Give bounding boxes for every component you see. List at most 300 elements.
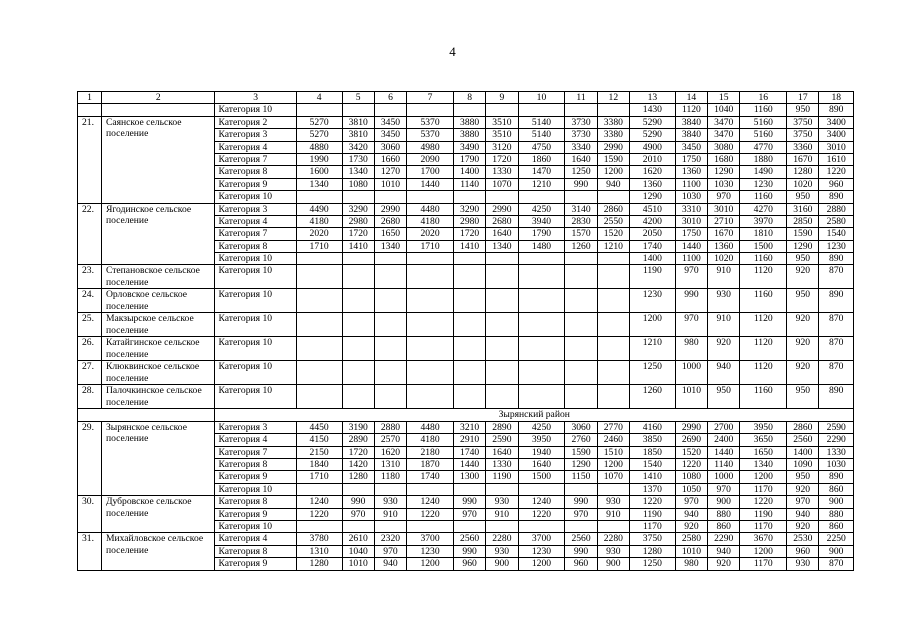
value-cell (374, 253, 406, 265)
value-cell: 1270 (374, 166, 406, 178)
value-cell: 1070 (597, 471, 629, 483)
value-cell: 1280 (342, 471, 374, 483)
value-cell: 1710 (407, 240, 454, 252)
category-cell: Категория 4 (215, 215, 296, 227)
value-cell: 1280 (787, 166, 819, 178)
district-label: Зырянский район (215, 409, 854, 421)
value-cell: 1870 (407, 459, 454, 471)
value-cell: 1080 (675, 471, 707, 483)
value-cell: 1500 (518, 471, 565, 483)
value-cell: 2710 (708, 215, 740, 227)
value-cell: 1680 (708, 153, 740, 165)
value-cell: 1880 (740, 153, 787, 165)
value-cell: 3290 (342, 203, 374, 215)
value-cell (453, 191, 485, 203)
value-cell: 1050 (675, 483, 707, 495)
value-cell: 1540 (819, 228, 854, 240)
value-cell (374, 313, 406, 337)
value-cell: 1180 (374, 471, 406, 483)
value-cell: 1860 (518, 153, 565, 165)
value-cell: 3060 (565, 421, 597, 433)
value-cell (486, 253, 518, 265)
value-cell: 3850 (629, 434, 675, 446)
value-cell: 990 (342, 496, 374, 508)
value-cell: 1670 (787, 153, 819, 165)
page-number: 4 (449, 44, 456, 59)
value-cell: 3470 (708, 116, 740, 128)
value-cell: 1590 (787, 228, 819, 240)
value-cell (374, 337, 406, 361)
value-cell (453, 520, 485, 532)
value-cell: 1640 (486, 446, 518, 458)
value-cell: 890 (819, 104, 854, 116)
value-cell: 3730 (565, 116, 597, 128)
value-cell: 3380 (597, 116, 629, 128)
row-number: 23. (78, 265, 102, 289)
value-cell (407, 520, 454, 532)
column-header: 4 (296, 92, 342, 104)
value-cell (296, 520, 342, 532)
tariff-table (77, 91, 854, 571)
value-cell: 1160 (740, 104, 787, 116)
value-cell (453, 361, 485, 385)
value-cell: 2250 (819, 533, 854, 545)
value-cell: 860 (708, 520, 740, 532)
value-cell: 950 (787, 253, 819, 265)
value-cell: 1740 (453, 446, 485, 458)
value-cell: 1330 (486, 459, 518, 471)
value-cell: 1290 (565, 459, 597, 471)
value-cell: 930 (486, 496, 518, 508)
value-cell: 4250 (518, 421, 565, 433)
value-cell: 1640 (518, 459, 565, 471)
row-number: 25. (78, 313, 102, 337)
value-cell (374, 520, 406, 532)
value-cell: 1750 (675, 153, 707, 165)
value-cell (342, 385, 374, 409)
value-cell (374, 104, 406, 116)
column-header: 11 (565, 92, 597, 104)
value-cell (453, 289, 485, 313)
value-cell: 2590 (486, 434, 518, 446)
column-header: 12 (597, 92, 629, 104)
value-cell (565, 313, 597, 337)
value-cell: 970 (453, 508, 485, 520)
value-cell: 1120 (740, 313, 787, 337)
value-cell: 5290 (629, 129, 675, 141)
table-row (78, 385, 854, 409)
value-cell: 1340 (296, 178, 342, 190)
value-cell: 1030 (819, 459, 854, 471)
value-cell: 2860 (787, 421, 819, 433)
value-cell: 1490 (740, 166, 787, 178)
value-cell (407, 313, 454, 337)
column-header: 13 (629, 92, 675, 104)
value-cell: 960 (453, 558, 485, 570)
column-header: 3 (215, 92, 296, 104)
value-cell: 1100 (675, 253, 707, 265)
value-cell (374, 289, 406, 313)
value-cell: 1010 (675, 545, 707, 557)
value-cell: 970 (374, 545, 406, 557)
value-cell: 3510 (486, 129, 518, 141)
value-cell: 2580 (819, 215, 854, 227)
value-cell (565, 289, 597, 313)
column-header: 18 (819, 92, 854, 104)
value-cell: 1750 (675, 228, 707, 240)
value-cell: 890 (819, 253, 854, 265)
category-cell: Категория 7 (215, 153, 296, 165)
value-cell (407, 104, 454, 116)
value-cell (597, 104, 629, 116)
value-cell: 910 (708, 265, 740, 289)
settlement-name: Ягодинское сельское поселение (101, 203, 215, 265)
value-cell: 1440 (453, 459, 485, 471)
value-cell (374, 191, 406, 203)
value-cell (486, 265, 518, 289)
value-cell: 1170 (740, 483, 787, 495)
value-cell: 2590 (819, 421, 854, 433)
value-cell: 920 (675, 520, 707, 532)
value-cell: 1840 (296, 459, 342, 471)
empty-cell (101, 104, 215, 116)
value-cell (407, 265, 454, 289)
value-cell: 930 (486, 545, 518, 557)
value-cell: 2990 (486, 203, 518, 215)
value-cell: 930 (597, 496, 629, 508)
value-cell: 1740 (407, 471, 454, 483)
value-cell: 2550 (597, 215, 629, 227)
value-cell (296, 265, 342, 289)
value-cell: 950 (787, 471, 819, 483)
value-cell: 1340 (486, 240, 518, 252)
value-cell (407, 385, 454, 409)
value-cell: 1150 (565, 471, 597, 483)
value-cell: 2980 (453, 215, 485, 227)
settlement-name: Дубровское сельское поселение (101, 496, 215, 533)
value-cell (565, 385, 597, 409)
value-cell: 1520 (597, 228, 629, 240)
value-cell: 1220 (629, 496, 675, 508)
value-cell: 1030 (708, 178, 740, 190)
value-cell: 5140 (518, 116, 565, 128)
value-cell: 1140 (453, 178, 485, 190)
value-cell: 940 (597, 178, 629, 190)
value-cell (597, 385, 629, 409)
value-cell: 1620 (629, 166, 675, 178)
value-cell (518, 361, 565, 385)
value-cell (565, 104, 597, 116)
value-cell: 3810 (342, 116, 374, 128)
value-cell: 910 (374, 508, 406, 520)
value-cell: 1850 (629, 446, 675, 458)
value-cell: 990 (565, 178, 597, 190)
value-cell: 870 (819, 265, 854, 289)
value-cell (407, 253, 454, 265)
value-cell: 1090 (787, 459, 819, 471)
value-cell: 920 (787, 483, 819, 495)
value-cell: 3190 (342, 421, 374, 433)
value-cell: 900 (597, 558, 629, 570)
value-cell: 1000 (675, 361, 707, 385)
value-cell: 1200 (597, 166, 629, 178)
value-cell: 2150 (296, 446, 342, 458)
value-cell (597, 253, 629, 265)
value-cell: 2680 (374, 215, 406, 227)
category-cell: Категория 9 (215, 471, 296, 483)
value-cell: 5270 (296, 116, 342, 128)
value-cell: 1000 (708, 471, 740, 483)
value-cell: 880 (708, 508, 740, 520)
value-cell (407, 337, 454, 361)
value-cell: 1310 (374, 459, 406, 471)
value-cell: 1100 (675, 178, 707, 190)
value-cell (374, 361, 406, 385)
value-cell: 4490 (296, 203, 342, 215)
category-cell: Категория 10 (215, 337, 296, 361)
value-cell: 2020 (296, 228, 342, 240)
category-cell: Категория 10 (215, 104, 296, 116)
category-cell: Категория 10 (215, 520, 296, 532)
value-cell (342, 191, 374, 203)
value-cell: 1420 (342, 459, 374, 471)
value-cell (407, 361, 454, 385)
value-cell: 2280 (486, 533, 518, 545)
value-cell: 4880 (296, 141, 342, 153)
table-row (78, 337, 854, 361)
column-header: 2 (101, 92, 215, 104)
value-cell: 870 (819, 361, 854, 385)
value-cell: 880 (819, 508, 854, 520)
value-cell: 2890 (342, 434, 374, 446)
value-cell (342, 265, 374, 289)
value-cell (342, 483, 374, 495)
value-cell: 1650 (740, 446, 787, 458)
value-cell: 970 (787, 496, 819, 508)
value-cell: 1140 (708, 459, 740, 471)
category-cell: Категория 3 (215, 129, 296, 141)
value-cell: 1210 (518, 178, 565, 190)
value-cell: 1170 (740, 558, 787, 570)
category-cell: Категория 10 (215, 191, 296, 203)
value-cell: 1710 (296, 471, 342, 483)
value-cell: 1070 (486, 178, 518, 190)
value-cell: 3750 (787, 129, 819, 141)
category-cell: Категория 9 (215, 508, 296, 520)
row-number: 31. (78, 533, 102, 570)
value-cell: 910 (597, 508, 629, 520)
table-row (78, 104, 854, 116)
value-cell: 4160 (629, 421, 675, 433)
row-number: 24. (78, 289, 102, 313)
value-cell (407, 483, 454, 495)
value-cell: 1230 (819, 240, 854, 252)
value-cell: 1260 (629, 385, 675, 409)
value-cell: 990 (565, 545, 597, 557)
value-cell: 870 (819, 313, 854, 337)
value-cell (342, 361, 374, 385)
value-cell: 1190 (629, 508, 675, 520)
row-number: 30. (78, 496, 102, 533)
value-cell: 2560 (453, 533, 485, 545)
value-cell: 5370 (407, 116, 454, 128)
header-row (78, 92, 854, 104)
table-row (78, 203, 854, 215)
settlement-name: Клюквинское сельское поселение (101, 361, 215, 385)
value-cell: 1200 (597, 459, 629, 471)
value-cell: 1720 (486, 153, 518, 165)
value-cell (486, 191, 518, 203)
settlement-name: Михайловское сельское поселение (101, 533, 215, 570)
value-cell: 1480 (518, 240, 565, 252)
value-cell: 3080 (708, 141, 740, 153)
value-cell: 3140 (565, 203, 597, 215)
value-cell: 3950 (740, 421, 787, 433)
value-cell: 3700 (407, 533, 454, 545)
category-cell: Категория 3 (215, 421, 296, 433)
value-cell: 1400 (453, 166, 485, 178)
table-row (78, 361, 854, 385)
value-cell: 890 (819, 385, 854, 409)
value-cell: 2290 (819, 434, 854, 446)
value-cell: 3510 (486, 116, 518, 128)
value-cell: 1790 (453, 153, 485, 165)
value-cell: 1990 (296, 153, 342, 165)
value-cell: 4900 (629, 141, 675, 153)
value-cell: 2560 (787, 434, 819, 446)
empty-cell (78, 409, 215, 421)
value-cell: 1240 (518, 496, 565, 508)
value-cell: 1220 (296, 508, 342, 520)
value-cell: 1220 (740, 496, 787, 508)
settlement-name: Саянское сельское поселение (101, 116, 215, 203)
row-number: 21. (78, 116, 102, 203)
value-cell: 1250 (629, 361, 675, 385)
value-cell (597, 337, 629, 361)
value-cell: 970 (565, 508, 597, 520)
category-cell: Категория 9 (215, 178, 296, 190)
value-cell (565, 191, 597, 203)
district-row (78, 409, 854, 421)
value-cell: 1600 (296, 166, 342, 178)
value-cell: 1810 (740, 228, 787, 240)
value-cell: 930 (597, 545, 629, 557)
value-cell: 1370 (629, 483, 675, 495)
value-cell: 4150 (296, 434, 342, 446)
value-cell: 2700 (708, 421, 740, 433)
category-cell: Категория 7 (215, 228, 296, 240)
value-cell: 1200 (407, 558, 454, 570)
value-cell: 1040 (342, 545, 374, 557)
value-cell: 1230 (629, 289, 675, 313)
value-cell (565, 361, 597, 385)
value-cell: 1500 (740, 240, 787, 252)
value-cell: 940 (374, 558, 406, 570)
value-cell: 1160 (740, 253, 787, 265)
value-cell (296, 191, 342, 203)
value-cell: 1410 (629, 471, 675, 483)
value-cell: 910 (486, 508, 518, 520)
value-cell: 3750 (629, 533, 675, 545)
value-cell: 970 (675, 265, 707, 289)
value-cell: 2860 (597, 203, 629, 215)
value-cell (486, 104, 518, 116)
value-cell (342, 289, 374, 313)
value-cell: 1220 (819, 166, 854, 178)
value-cell: 1610 (819, 153, 854, 165)
value-cell: 940 (787, 508, 819, 520)
value-cell: 1440 (675, 240, 707, 252)
value-cell (486, 483, 518, 495)
value-cell: 970 (342, 508, 374, 520)
value-cell: 1360 (629, 178, 675, 190)
value-cell: 3650 (740, 434, 787, 446)
value-cell: 3290 (453, 203, 485, 215)
value-cell: 1470 (518, 166, 565, 178)
value-cell: 2090 (407, 153, 454, 165)
category-cell: Категория 10 (215, 361, 296, 385)
value-cell: 990 (453, 496, 485, 508)
value-cell: 950 (787, 289, 819, 313)
value-cell: 920 (787, 361, 819, 385)
value-cell: 2880 (819, 203, 854, 215)
value-cell: 4510 (629, 203, 675, 215)
value-cell: 970 (675, 496, 707, 508)
value-cell: 1290 (629, 191, 675, 203)
value-cell: 4250 (518, 203, 565, 215)
value-cell: 1940 (518, 446, 565, 458)
value-cell (565, 265, 597, 289)
value-cell: 3010 (675, 215, 707, 227)
value-cell: 1190 (486, 471, 518, 483)
value-cell: 3940 (518, 215, 565, 227)
value-cell (342, 313, 374, 337)
value-cell (296, 313, 342, 337)
value-cell: 1220 (675, 459, 707, 471)
category-cell: Категория 10 (215, 253, 296, 265)
table-row (78, 313, 854, 337)
value-cell: 5160 (740, 116, 787, 128)
value-cell: 4180 (296, 215, 342, 227)
value-cell: 1400 (787, 446, 819, 458)
category-cell: Категория 8 (215, 496, 296, 508)
value-cell (342, 104, 374, 116)
value-cell: 930 (374, 496, 406, 508)
settlement-name: Макзырское сельское поселение (101, 313, 215, 337)
value-cell: 1310 (296, 545, 342, 557)
value-cell (486, 337, 518, 361)
value-cell: 1120 (740, 361, 787, 385)
value-cell: 4200 (629, 215, 675, 227)
value-cell: 3730 (565, 129, 597, 141)
value-cell: 1250 (629, 558, 675, 570)
column-header: 8 (453, 92, 485, 104)
value-cell: 2830 (565, 215, 597, 227)
value-cell: 3810 (342, 129, 374, 141)
value-cell (518, 483, 565, 495)
value-cell: 2910 (453, 434, 485, 446)
value-cell: 3360 (787, 141, 819, 153)
category-cell: Категория 10 (215, 313, 296, 337)
value-cell (296, 337, 342, 361)
value-cell: 3160 (787, 203, 819, 215)
value-cell (453, 483, 485, 495)
value-cell (597, 191, 629, 203)
value-cell: 1700 (407, 166, 454, 178)
value-cell: 3950 (518, 434, 565, 446)
value-cell: 940 (708, 361, 740, 385)
value-cell: 4180 (407, 434, 454, 446)
